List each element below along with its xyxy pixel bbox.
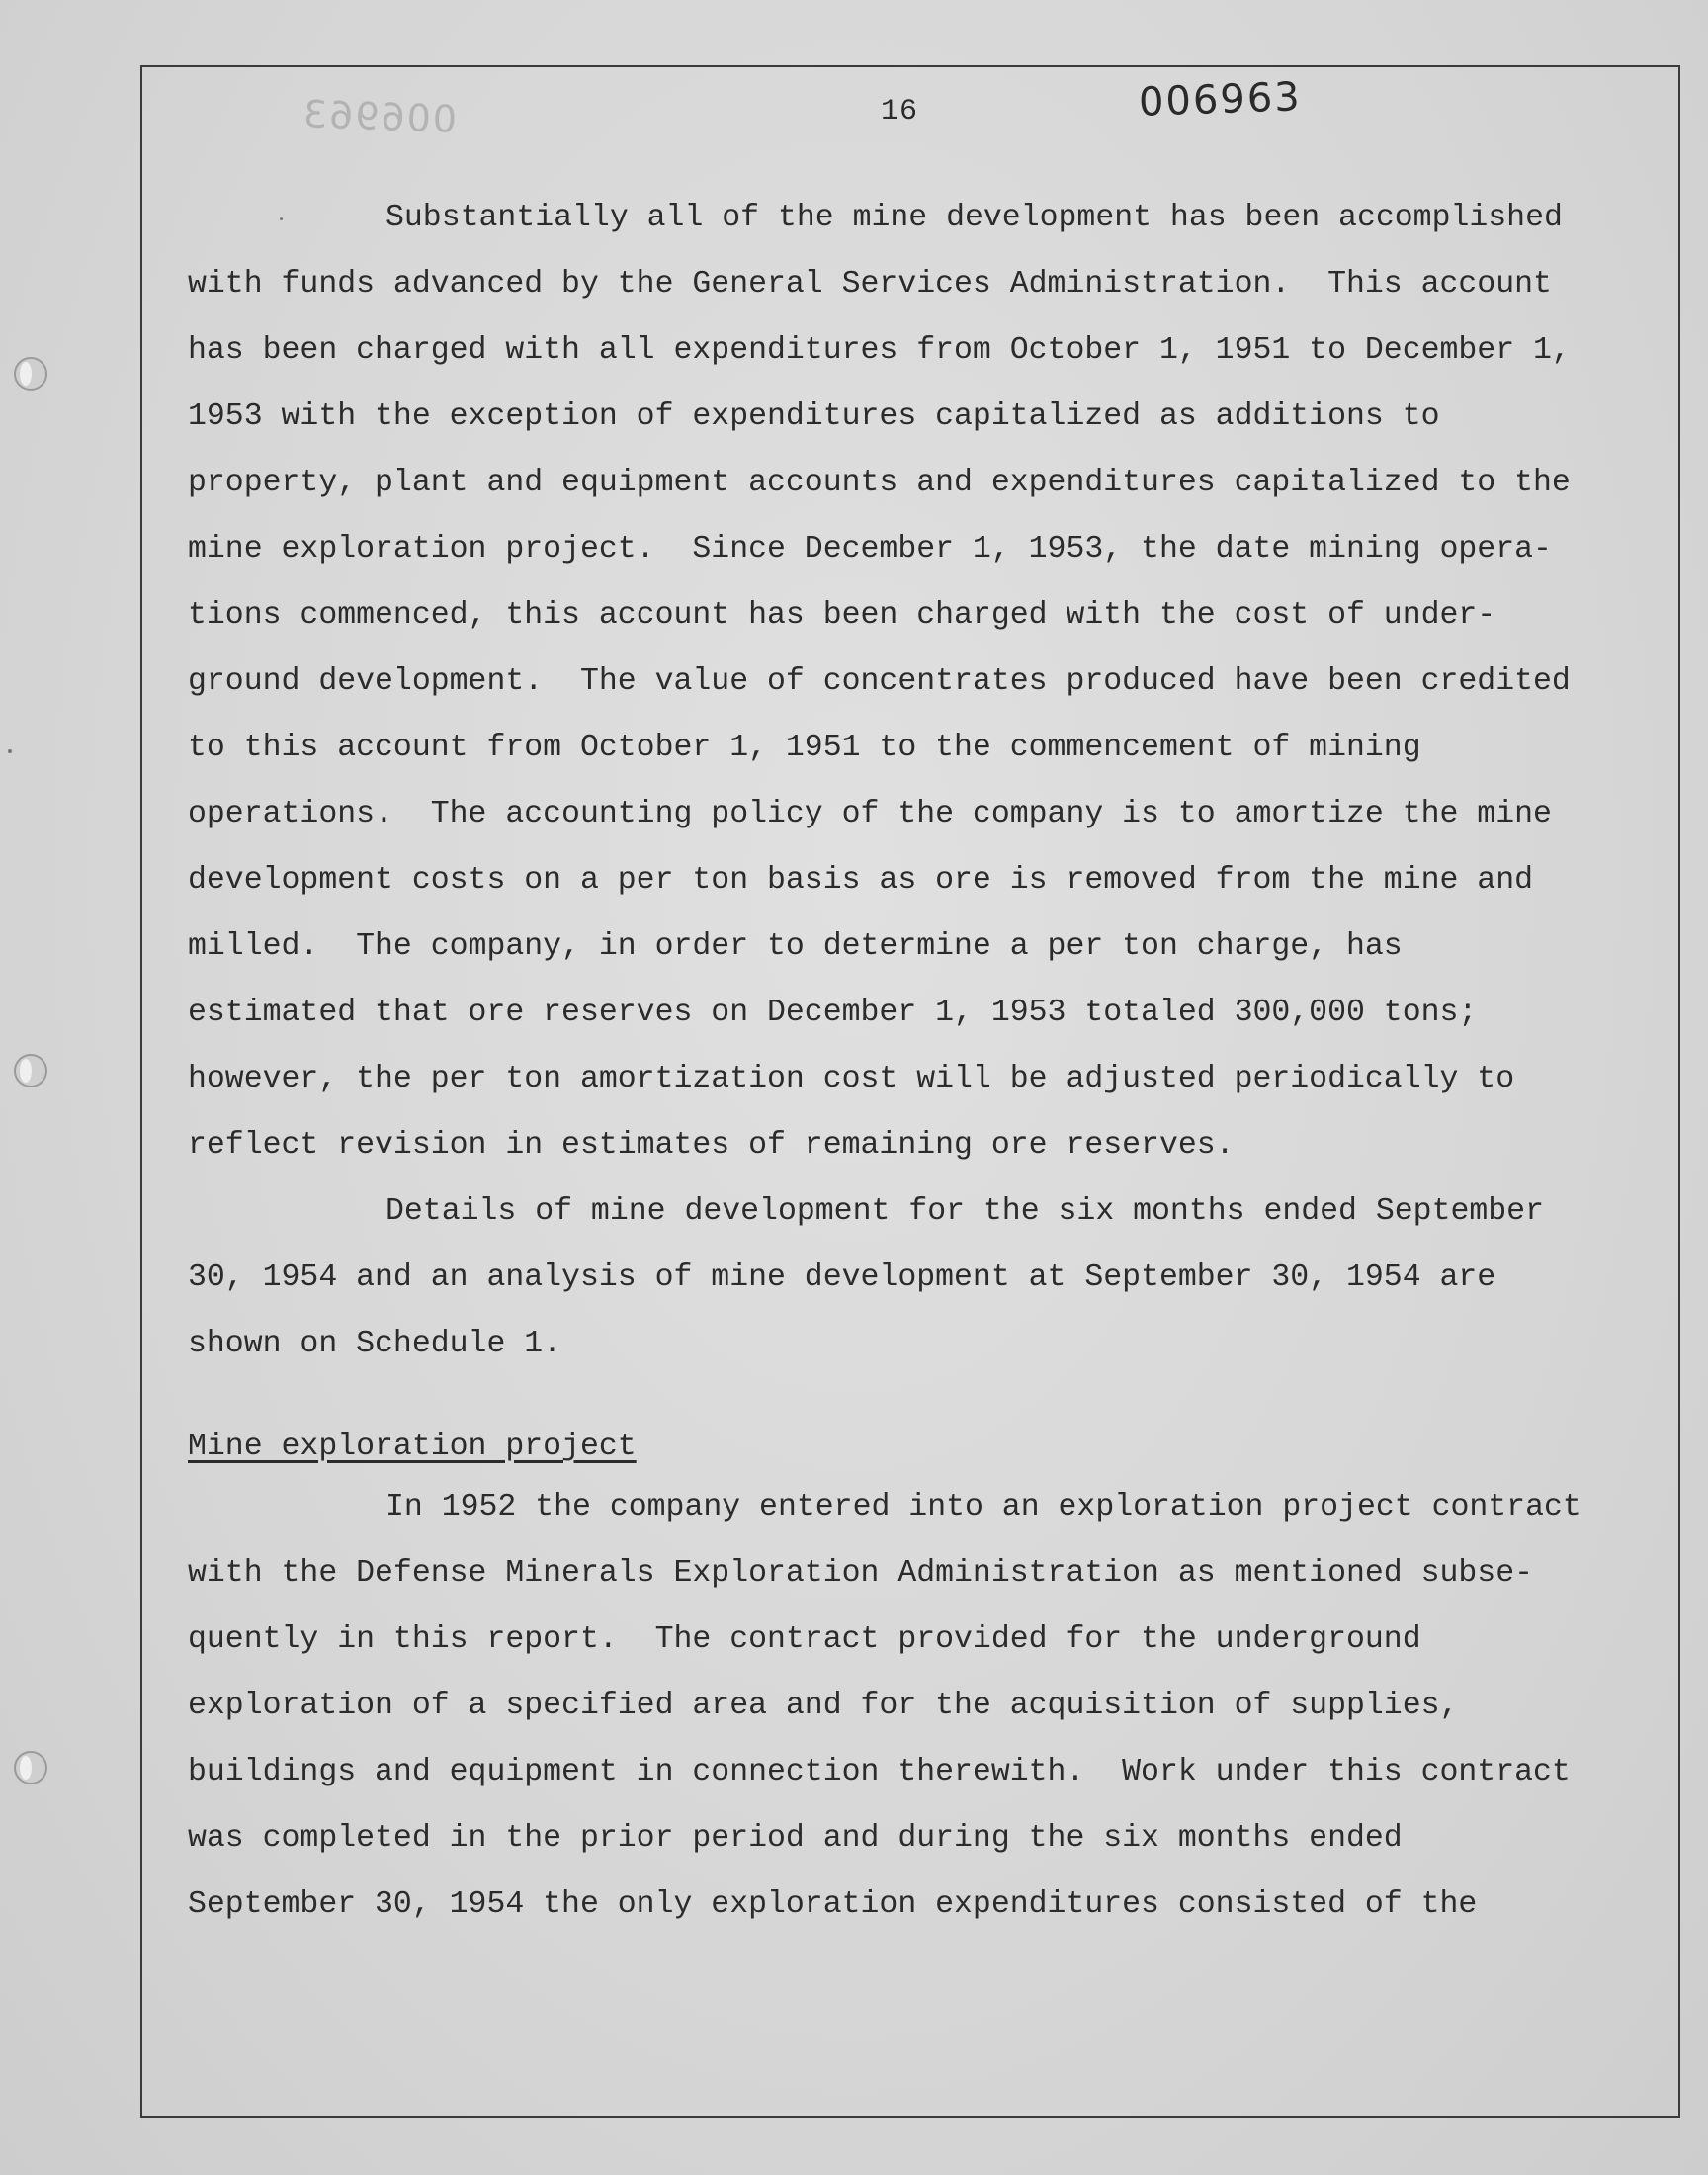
paragraph-mine-development [188, 185, 1670, 1377]
text-line: with funds advanced by the General Services Administration. This account [188, 267, 1552, 302]
text-line: 30, 1954 and an analysis of mine development at September 30, 1954 are [188, 1261, 1496, 1295]
text-line: mine exploration project. Since December 1, 1953, the date mining opera- [188, 532, 1552, 566]
text-line: has been charged with all expenditures from October 1, 1951 to December 1, [188, 333, 1571, 368]
document-stamp-number: 006963 [1138, 74, 1303, 126]
punch-hole-bottom [14, 1751, 47, 1784]
section-heading: Mine exploration project [188, 1430, 637, 1464]
text-line: operations. The accounting policy of the company is to amortize the mine [188, 797, 1552, 831]
text-line: ground development. The value of concentrates produced have been credited [188, 664, 1571, 699]
text-line: milled. The company, in order to determine a per ton charge, has [188, 929, 1403, 964]
text-line: quently in this report. The contract provided for the underground [188, 1622, 1421, 1657]
text-line: buildings and equipment in connection therewith. Work under this contract [188, 1755, 1571, 1789]
text-line: development costs on a per ton basis as ore is removed from the mine and [188, 863, 1534, 898]
text-line: Substantially all of the mine development has been accomplished [385, 201, 1563, 235]
scan-speck [8, 749, 12, 753]
text-line: to this account from October 1, 1951 to the commencement of mining [188, 731, 1421, 765]
text-line: shown on Schedule 1. [188, 1327, 562, 1361]
text-line: property, plant and equipment accounts and expenditures capitalized to the [188, 466, 1571, 500]
text-line: Details of mine development for the six months ended September [385, 1194, 1544, 1229]
text-line: was completed in the prior period and during the six months ended [188, 1821, 1403, 1856]
text-line: September 30, 1954 the only exploration expenditures consisted of the [188, 1887, 1478, 1922]
text-line: tions commenced, this account has been charged with the cost of under- [188, 598, 1496, 633]
text-line: with the Defense Minerals Exploration Administration as mentioned subse- [188, 1556, 1534, 1591]
text-line: estimated that ore reserves on December 1, 1953 totaled 300,000 tons; [188, 996, 1478, 1030]
page-number: 16 [880, 95, 918, 129]
punch-hole-top [14, 357, 47, 391]
ghost-stamp-number: 006963 [300, 92, 458, 141]
text-line: 1953 with the exception of expenditures capitalized as additions to [188, 399, 1440, 434]
text-line: however, the per ton amortization cost will be adjusted periodically to [188, 1062, 1515, 1096]
text-line: In 1952 the company entered into an exploration project contract [385, 1490, 1581, 1524]
punch-hole-middle [14, 1054, 47, 1088]
text-line: exploration of a specified area and for the acquisition of supplies, [188, 1689, 1459, 1723]
text-line: reflect revision in estimates of remaining ore reserves. [188, 1128, 1235, 1163]
paragraph-exploration-project [188, 1474, 1670, 1938]
